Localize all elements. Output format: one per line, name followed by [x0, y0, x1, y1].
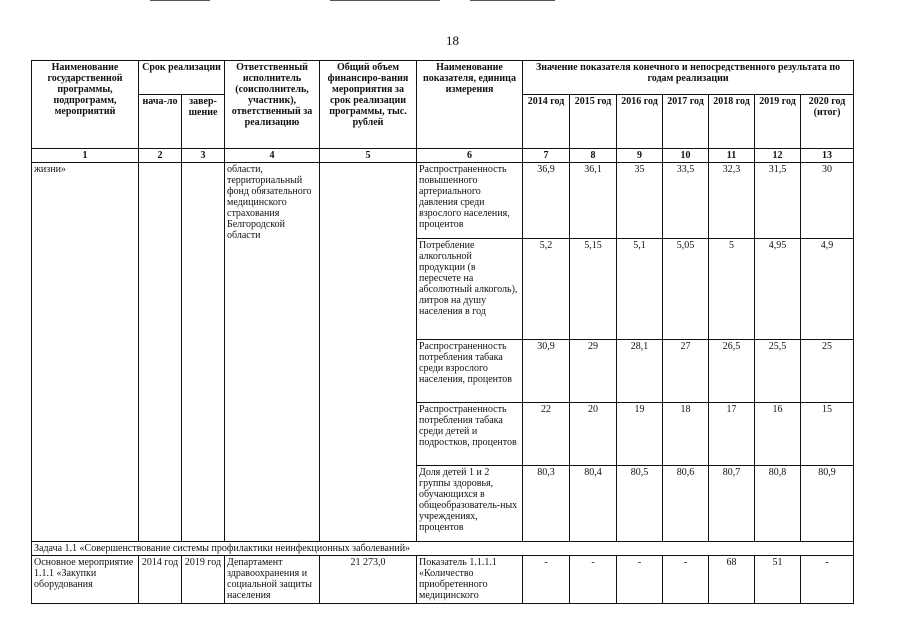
value-cell: 25,5: [755, 340, 801, 403]
page-number: 18: [446, 33, 459, 48]
column-number: 5: [320, 149, 417, 163]
header-start: нача-ло: [139, 95, 182, 149]
indicator-name: Потребление алкогольной продукции (в пересчете на абсолютный алкоголь), литров на душу населения в год: [417, 239, 523, 340]
column-number: 1: [32, 149, 139, 163]
value-cell: 32,3: [709, 163, 755, 239]
value-cell: 5: [709, 239, 755, 340]
value-cell: 36,9: [523, 163, 570, 239]
measure-volume: 21 273,0: [320, 556, 417, 604]
program-table: [31, 60, 854, 604]
header-year: 2020 год (итог): [801, 95, 854, 149]
value-cell: 30: [801, 163, 854, 239]
header-year: 2019 год: [755, 95, 801, 149]
measure-end: 2019 год: [182, 556, 225, 604]
indicator-name: Распространенность потребления табака среди детей и подростков, процентов: [417, 403, 523, 466]
header-year: 2018 год: [709, 95, 755, 149]
value-cell: 16: [755, 403, 801, 466]
value-cell: 28,1: [617, 340, 663, 403]
value-cell: 80,4: [570, 466, 617, 542]
header-year: 2014 год: [523, 95, 570, 149]
value-cell: 22: [523, 403, 570, 466]
value-cell: -: [523, 556, 570, 604]
top-scan-line: [150, 0, 210, 1]
top-scan-line: [330, 0, 440, 1]
value-cell: 15: [801, 403, 854, 466]
column-number: 13: [801, 149, 854, 163]
value-cell: 5,1: [617, 239, 663, 340]
column-number: 7: [523, 149, 570, 163]
header-executor: Ответственный исполнитель (соисполнитель, участник), ответственный за реализацию: [225, 61, 320, 149]
value-cell: -: [570, 556, 617, 604]
value-cell: 80,9: [801, 466, 854, 542]
header-year: 2017 год: [663, 95, 709, 149]
value-cell: 31,5: [755, 163, 801, 239]
column-number: 4: [225, 149, 320, 163]
column-number: 6: [417, 149, 523, 163]
value-cell: 80,8: [755, 466, 801, 542]
value-cell: -: [617, 556, 663, 604]
volume-cell: [320, 163, 417, 542]
header-program-name: Наименование государственной программы, подпрограмм, мероприятий: [32, 61, 139, 149]
header-volume: Общий объем финансиро-вания мероприятия за срок реализации программы, тыс. рублей: [320, 61, 417, 149]
header-year: 2015 год: [570, 95, 617, 149]
executor-cell: области, территориальный фонд обязательного медицинского страхования Белгородской области: [225, 163, 320, 542]
column-number: 8: [570, 149, 617, 163]
program-name-cell: жизни»: [32, 163, 139, 542]
value-cell: 20: [570, 403, 617, 466]
column-number: 3: [182, 149, 225, 163]
value-cell: 18: [663, 403, 709, 466]
end-cell: [182, 163, 225, 542]
header-values-title: Значение показателя конечного и непосредственного результата по годам реализации: [523, 61, 854, 95]
value-cell: 25: [801, 340, 854, 403]
value-cell: 30,9: [523, 340, 570, 403]
value-cell: 33,5: [663, 163, 709, 239]
indicator-name: Распространенность потребления табака среди взрослого населения, процентов: [417, 340, 523, 403]
header-indicator: Наименование показателя, единица измерения: [417, 61, 523, 149]
value-cell: 80,5: [617, 466, 663, 542]
value-cell: 17: [709, 403, 755, 466]
value-cell: 36,1: [570, 163, 617, 239]
task-title: Задача 1.1 «Совершенствование системы профилактики неинфекционных заболеваний»: [32, 542, 854, 556]
start-cell: [139, 163, 182, 542]
value-cell: 80,3: [523, 466, 570, 542]
column-number: 11: [709, 149, 755, 163]
value-cell: 5,15: [570, 239, 617, 340]
value-cell: 51: [755, 556, 801, 604]
measure-start: 2014 год: [139, 556, 182, 604]
indicator-name: Распространенность повышенного артериального давления среди взрослого населения, процентов: [417, 163, 523, 239]
value-cell: 80,6: [663, 466, 709, 542]
value-cell: 80,7: [709, 466, 755, 542]
measure-name: Основное мероприятие 1.1.1 «Закупки оборудования: [32, 556, 139, 604]
header-term: Срок реализации: [139, 61, 225, 95]
task-row: [32, 542, 854, 556]
column-number: 9: [617, 149, 663, 163]
header-year: 2016 год: [617, 95, 663, 149]
value-cell: 4,95: [755, 239, 801, 340]
value-cell: -: [801, 556, 854, 604]
measure-row: [32, 556, 854, 604]
value-cell: 35: [617, 163, 663, 239]
column-number: 2: [139, 149, 182, 163]
value-cell: 4,9: [801, 239, 854, 340]
header-end: завер-шение: [182, 95, 225, 149]
value-cell: 5,2: [523, 239, 570, 340]
measure-indicator: Показатель 1.1.1.1 «Количество приобретенного медицинского: [417, 556, 523, 604]
value-cell: 27: [663, 340, 709, 403]
measure-executor: Департамент здравоохранения и социальной защиты населения: [225, 556, 320, 604]
top-scan-line: [470, 0, 555, 1]
value-cell: 29: [570, 340, 617, 403]
value-cell: 5,05: [663, 239, 709, 340]
column-number: 12: [755, 149, 801, 163]
value-cell: -: [663, 556, 709, 604]
value-cell: 19: [617, 403, 663, 466]
column-number-row: [32, 149, 854, 163]
value-cell: 26,5: [709, 340, 755, 403]
value-cell: 68: [709, 556, 755, 604]
column-number: 10: [663, 149, 709, 163]
indicator-name: Доля детей 1 и 2 группы здоровья, обучающихся в общеобразователь-ных учреждениях, процентов: [417, 466, 523, 542]
indicator-row: [32, 163, 854, 239]
